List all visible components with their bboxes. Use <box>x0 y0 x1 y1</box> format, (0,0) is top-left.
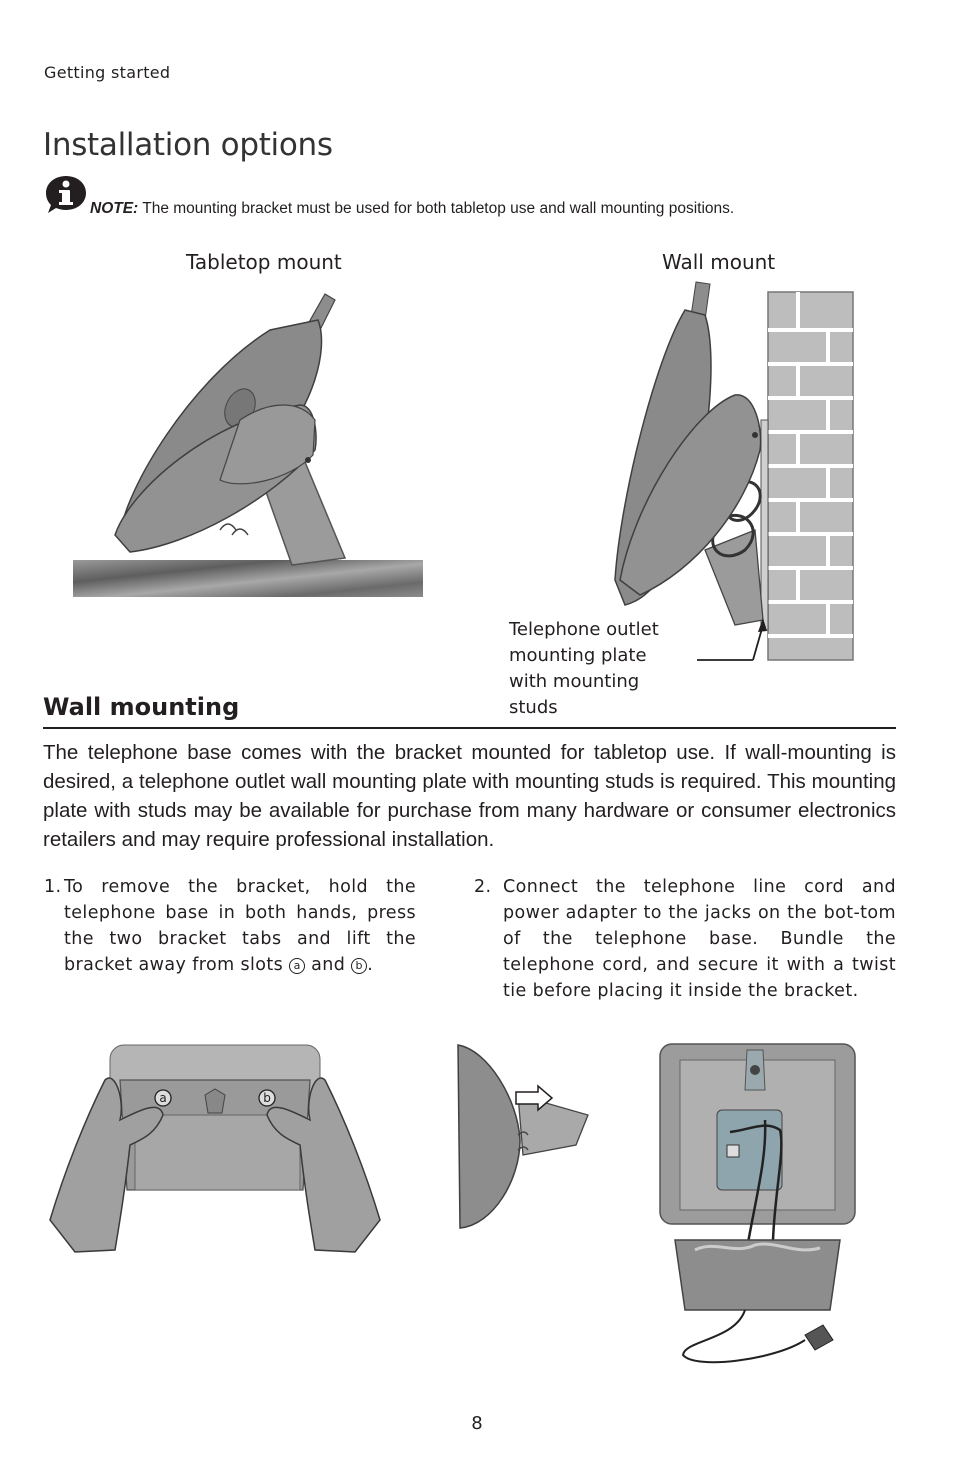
info-icon <box>44 174 88 214</box>
note-body: The mounting bracket must be used for both tabletop use and wall mounting positions. <box>142 200 735 217</box>
wall-mount-label: Wall mount <box>662 250 776 274</box>
base-bottom-illustration <box>655 1040 860 1370</box>
wall-mounting-heading: Wall mounting <box>43 693 240 721</box>
step-text-part: and <box>311 955 346 975</box>
step-text <box>44 874 416 978</box>
slot-a-marker: a <box>289 958 305 974</box>
tabletop-mount-label: Tabletop mount <box>186 250 342 274</box>
step-1 <box>44 874 416 978</box>
step-text: Connect the telephone line cord and power adapter to the jacks on the bot-tom of the telephone base. Bundle the telephone cord, and secure it with a twist tie before placing it inside the bracket. <box>503 877 896 1001</box>
step-number: 2. <box>474 877 492 897</box>
slot-a-label: a <box>159 1091 167 1105</box>
bracket-removal-illustration <box>45 1040 385 1255</box>
bracket-side-illustration <box>448 1040 598 1235</box>
step-text-part: To remove the bracket, hold the telephone base in both hands, press the two bracket tabs and lift the bracket away from slots <box>64 877 416 975</box>
tabletop-mount-illustration <box>70 290 430 602</box>
note-text <box>90 200 734 218</box>
note-label: NOTE: <box>90 200 139 217</box>
section-label: Getting started <box>44 63 171 82</box>
wall-mount-illustration <box>505 280 860 665</box>
page-number: 8 <box>471 1413 483 1434</box>
outlet-plate-caption: Telephone outlet mounting plate with mounting studs <box>509 619 659 718</box>
step-text-part: . <box>367 955 374 975</box>
slot-b-marker: b <box>351 958 367 974</box>
slot-b-label: b <box>263 1091 271 1105</box>
heading-divider <box>43 727 896 729</box>
page-title: Installation options <box>43 127 333 163</box>
step-number: 1. <box>44 877 62 897</box>
wall-mounting-intro: The telephone base comes with the bracket mounted for tabletop use. If wall-mounting is desired, a telephone outlet wall mounting plate with mounting studs is required. This mounting plate with studs may be available for purchase from many hardware or consumer electronics retailers and may require professional installation. <box>43 741 896 851</box>
step-2 <box>474 874 896 1004</box>
